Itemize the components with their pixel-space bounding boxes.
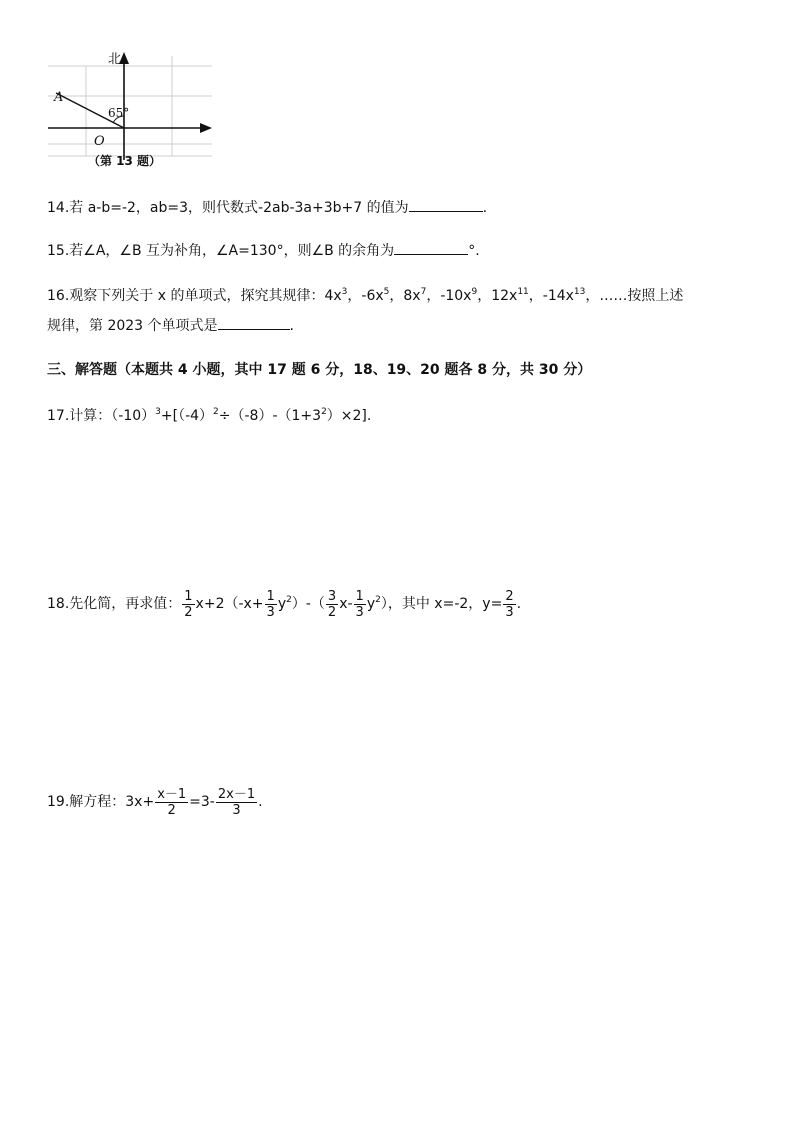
question-16-line-1	[47, 285, 747, 307]
north-label: 北	[108, 52, 122, 67]
monomial-term: -14x	[542, 288, 574, 304]
monomial-exponent: 3	[341, 287, 348, 297]
point-a-label: A	[54, 90, 64, 105]
question-14-end: .	[482, 200, 488, 216]
denominator: 2	[327, 604, 337, 620]
numerator: 1	[355, 588, 364, 604]
numerator: 2	[505, 588, 514, 604]
question-17	[47, 405, 747, 427]
q17-exponent: 3	[155, 407, 161, 417]
monomial-exponent: 11	[517, 287, 529, 297]
monomial-term: 4x	[324, 288, 342, 304]
denominator: 3	[232, 802, 241, 818]
term-separator: ，	[477, 288, 492, 304]
term-separator: ，	[528, 288, 543, 304]
q17-part: 17.计算：（-10）	[47, 408, 156, 424]
q17-exponent: 2	[213, 407, 219, 417]
question-16-end: .	[289, 318, 294, 334]
monomial-exponent: 9	[471, 287, 478, 297]
fraction	[182, 589, 194, 620]
q19-prefix: 19.解方程：3x+	[47, 794, 155, 810]
answer-blank	[409, 197, 483, 212]
question-14	[47, 197, 747, 219]
monomial-term: 12x	[491, 288, 518, 304]
q18-prefix: 18.先化简，再求值：	[47, 596, 182, 612]
monomial-exponent: 5	[383, 287, 390, 297]
question-15-end: °.	[468, 243, 480, 259]
question-14-text: 14.若 a-b=-2，ab=3，则代数式-2ab-3a+3b+7 的值为	[47, 200, 409, 216]
numerator: 1	[184, 588, 193, 604]
q17-part: ）×2].	[326, 408, 372, 424]
numerator: 3	[327, 588, 337, 604]
term-separator: ，	[389, 288, 404, 304]
term-separator: ，	[585, 288, 600, 304]
q17-part: +[（-4）	[160, 408, 214, 424]
numerator: 2x－1	[217, 786, 256, 802]
q18-part: x+2（-x+	[195, 596, 264, 612]
question-16-line-2	[47, 315, 747, 337]
question-18	[47, 587, 747, 621]
question-16-suffix: ……按照上述	[599, 288, 684, 304]
monomial-sequence	[324, 288, 599, 304]
term-separator: ，	[347, 288, 362, 304]
q18-part: y	[366, 596, 376, 612]
q18-part: ）-（	[291, 596, 325, 612]
question-16-line2-text: 规律，第 2023 个单项式是	[47, 318, 218, 334]
fraction	[503, 589, 515, 620]
section-3-heading: 三、解答题（本题共 4 小题，其中 17 题 6 分，18、19、20 题各 8 分，共 30 分）	[47, 362, 592, 378]
angle-label: 65°	[108, 106, 130, 120]
monomial-exponent: 7	[420, 287, 427, 297]
q19-part: =3-	[189, 794, 215, 810]
term-separator: ，	[426, 288, 441, 304]
fraction	[265, 589, 277, 620]
monomial-term: -6x	[361, 288, 384, 304]
monomial-term: -10x	[440, 288, 472, 304]
q18-exponent: 2	[286, 595, 292, 605]
denominator: 2	[167, 802, 176, 818]
q18-part: ），其中 x=-2，y=	[380, 596, 503, 612]
q17-exponent: 2	[321, 407, 327, 417]
fraction	[216, 787, 257, 818]
denominator: 3	[505, 604, 514, 620]
question-15	[47, 240, 747, 262]
figure-caption: （第 13 题）	[88, 154, 162, 168]
denominator: 3	[355, 604, 364, 620]
question-13-figure	[46, 48, 216, 173]
q18-exponent: 2	[375, 595, 381, 605]
denominator: 3	[266, 604, 275, 620]
q18-part: x-	[339, 596, 353, 612]
numerator: x－1	[157, 786, 187, 802]
denominator: 2	[184, 604, 193, 620]
point-o-label: O	[94, 134, 105, 149]
fraction	[354, 589, 366, 620]
numerator: 1	[266, 588, 275, 604]
q19-end: .	[258, 794, 263, 810]
monomial-exponent: 13	[573, 287, 586, 297]
fraction	[326, 589, 338, 620]
question-15-text: 15.若∠A，∠B 互为补角，∠A=130°，则∠B 的余角为	[47, 243, 395, 259]
fraction	[155, 787, 188, 818]
q17-part: ÷（-8）-（1+3	[218, 408, 322, 424]
q18-part: y	[277, 596, 287, 612]
question-16-prefix: 16.观察下列关于 x 的单项式，探究其规律：	[47, 288, 325, 304]
q18-end: .	[516, 596, 522, 612]
answer-blank	[394, 240, 468, 255]
monomial-term: 8x	[403, 288, 421, 304]
question-19	[47, 785, 747, 819]
answer-blank	[218, 315, 290, 330]
